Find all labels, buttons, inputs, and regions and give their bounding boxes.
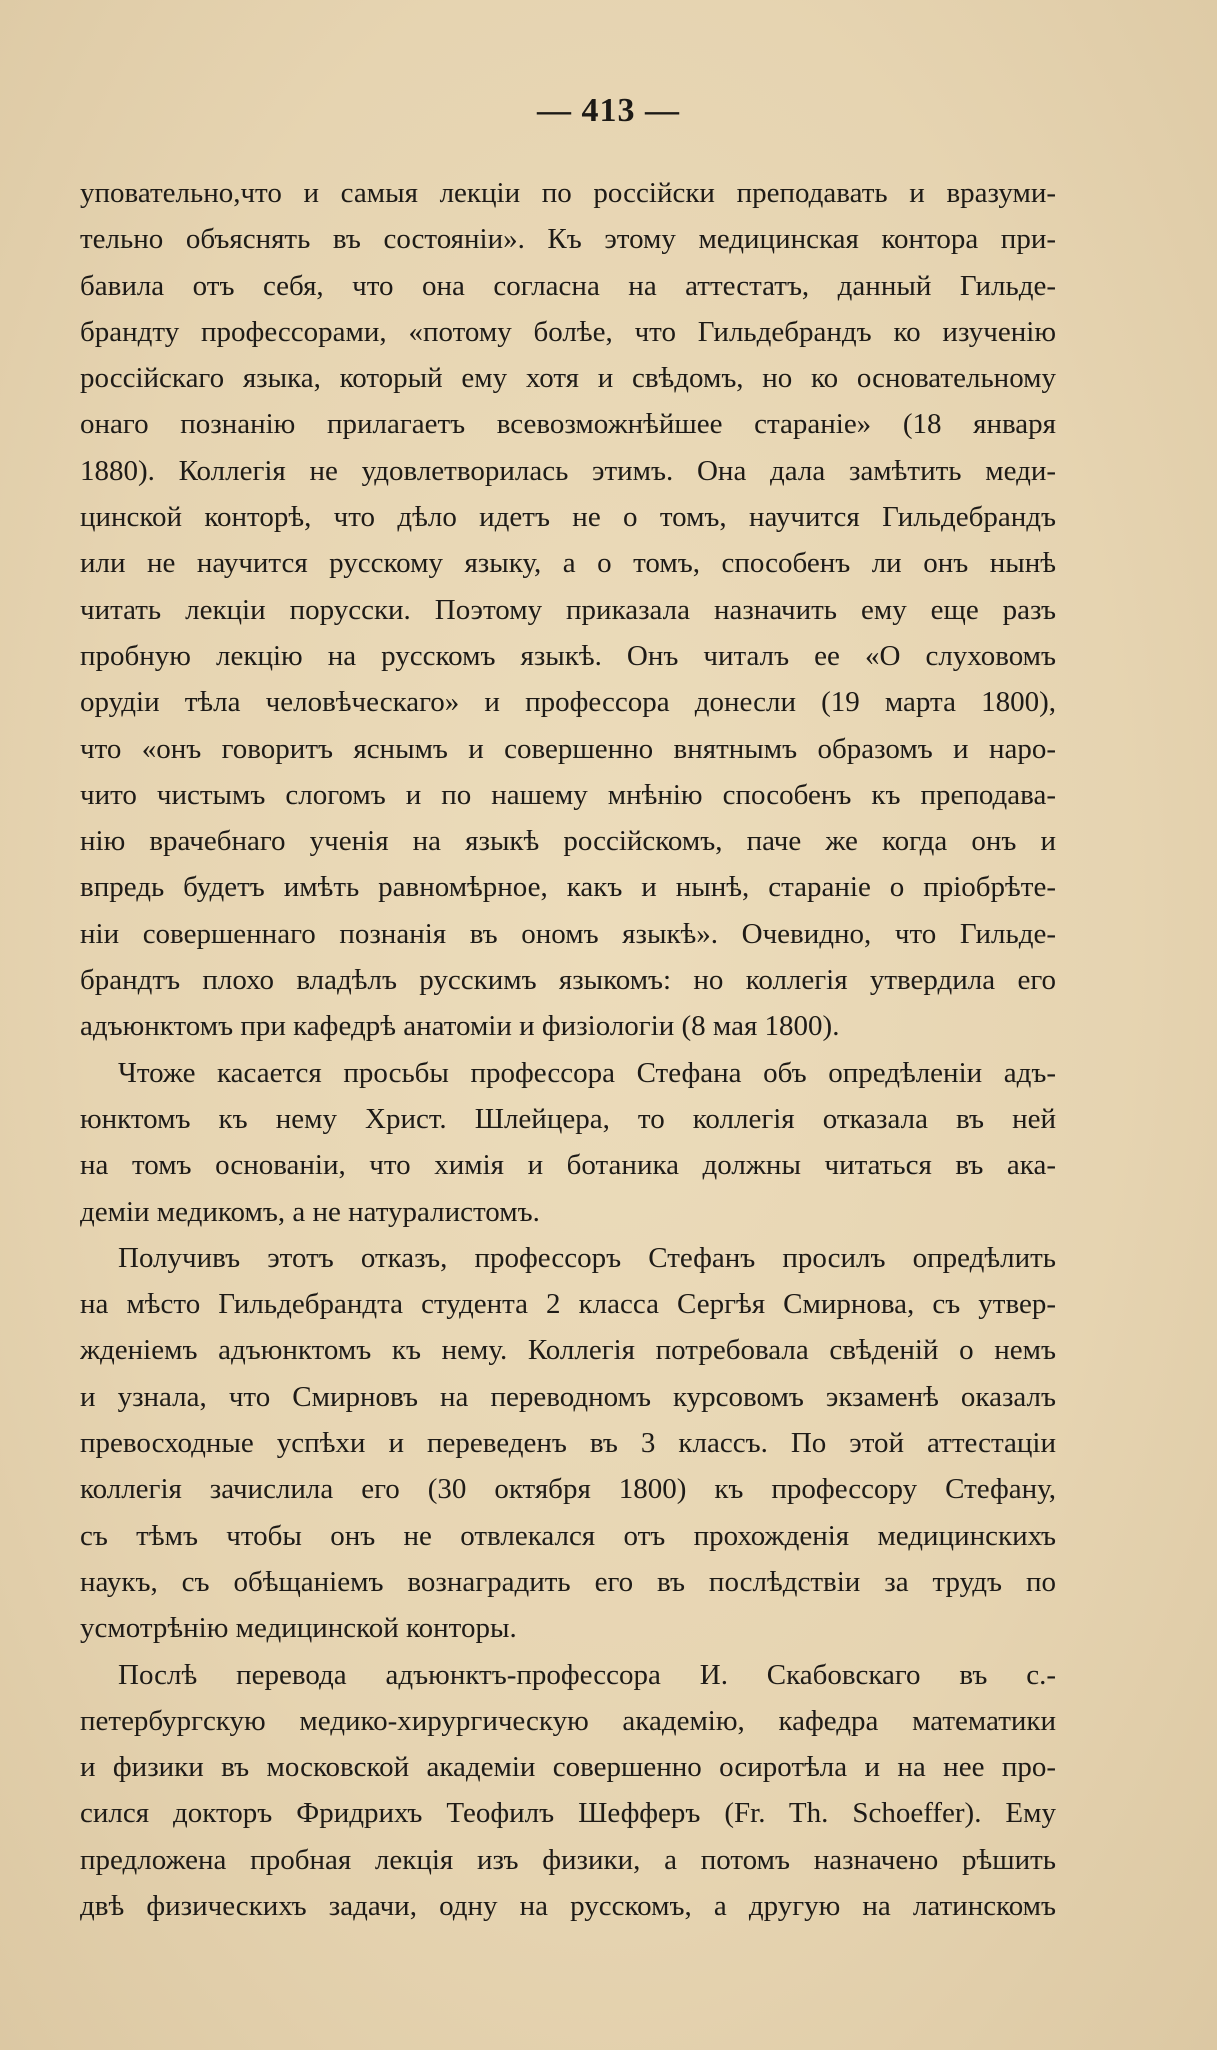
text-line: чито чистымъ слогомъ и по нашему мнѣнію способенъ къ преподава- bbox=[80, 778, 1056, 811]
text-line: пробную лекцію на русскомъ языкѣ. Онъ читалъ ее «О слуховомъ bbox=[80, 639, 1056, 672]
text-line: уповательно,что и самыя лекціи по россійски преподавать и вразуми- bbox=[80, 177, 1056, 209]
text-line: усмотрѣнію медицинской конторы. bbox=[80, 1612, 517, 1645]
text-line: брандту профессорами, «потому болѣе, что Гильдебрандъ ко изученію bbox=[80, 315, 1056, 348]
text-line: наукъ, съ обѣщаніемъ вознаградить его въ послѣдствіи за трудъ по bbox=[80, 1565, 1056, 1598]
text-line: Чтоже касается просьбы профессора Стефана объ опредѣленіи адъ- bbox=[118, 1056, 1056, 1089]
text-line: и физики въ московской академіи совершенно осиротѣла и на нее про- bbox=[80, 1751, 1056, 1784]
text-line: россійскаго языка, который ему хотя и свѣдомъ, но ко основательному bbox=[80, 362, 1056, 395]
text-line: сился докторъ Фридрихъ Теофилъ Шефферъ (Fr. Th. Schoeffer). Ему bbox=[80, 1797, 1056, 1830]
text-line: онаго познанію прилагаетъ всевозможнѣйшее стараніе» (18 января bbox=[80, 408, 1056, 441]
page-number: — 413 — bbox=[537, 92, 680, 129]
text-line: петербургскую медико-хирургическую академію, кафедра математики bbox=[80, 1704, 1056, 1737]
text-line: превосходные успѣхи и переведенъ въ 3 классъ. По этой аттестаціи bbox=[80, 1427, 1056, 1460]
text-line: читать лекціи порусски. Поэтому приказала назначить ему еще разъ bbox=[80, 593, 1056, 626]
body-text bbox=[80, 170, 1056, 1929]
text-line: или не научится русскому языку, а о томъ, способенъ ли онъ нынѣ bbox=[80, 547, 1056, 580]
text-line: нію врачебнаго ученія на языкѣ россійскомъ, паче же когда онъ и bbox=[80, 825, 1056, 858]
text-line: юнктомъ къ нему Христ. Шлейцера, то коллегія отказала въ ней bbox=[80, 1102, 1056, 1135]
text-line: жденіемъ адъюнктомъ къ нему. Коллегія потребовала свѣденій о немъ bbox=[80, 1334, 1056, 1367]
text-line: 1880). Коллегія не удовлетворилась этимъ. Она дала замѣтить меди- bbox=[80, 454, 1056, 487]
text-line: на мѣсто Гильдебрандта студента 2 класса Сергѣя Смирнова, съ утвер- bbox=[80, 1288, 1056, 1321]
text-line: цинской конторѣ, что дѣло идетъ не о томъ, научится Гильдебрандъ bbox=[80, 501, 1056, 534]
text-line: тельно объяснять въ состояніи». Къ этому медицинская контора при- bbox=[80, 223, 1056, 256]
text-line: Получивъ этотъ отказъ, профессоръ Стефанъ просилъ опредѣлить bbox=[118, 1241, 1056, 1274]
text-line: на томъ основаніи, что химія и ботаника должны читаться въ ака- bbox=[80, 1149, 1056, 1182]
text-line: адъюнктомъ при кафедрѣ анатоміи и физіологіи (8 мая 1800). bbox=[80, 1010, 840, 1043]
text-line: деміи медикомъ, а не натуралистомъ. bbox=[80, 1195, 540, 1228]
text-line: брандтъ плохо владѣлъ русскимъ языкомъ: но коллегія утвердила его bbox=[80, 964, 1056, 997]
text-line: и узнала, что Смирновъ на переводномъ курсовомъ экзаменѣ оказалъ bbox=[80, 1380, 1056, 1413]
text-line: ніи совершеннаго познанія въ ономъ языкѣ». Очевидно, что Гильде- bbox=[80, 917, 1056, 950]
text-line: предложена пробная лекція изъ физики, а потомъ назначено рѣшить bbox=[80, 1843, 1056, 1876]
text-line: Послѣ перевода адъюнктъ-профессора И. Скабовскаго въ с.- bbox=[118, 1658, 1056, 1691]
text-line: съ тѣмъ чтобы онъ не отвлекался отъ прохожденія медицинскихъ bbox=[80, 1519, 1056, 1552]
text-line: что «онъ говоритъ яснымъ и совершенно внятнымъ образомъ и наро- bbox=[80, 732, 1056, 765]
text-line: двѣ физическихъ задачи, одну на русскомъ, а другую на латинскомъ bbox=[80, 1889, 1056, 1922]
text-line: орудіи тѣла человѣческаго» и профессора донесли (19 марта 1800), bbox=[80, 686, 1056, 719]
text-line: впредь будетъ имѣть равномѣрное, какъ и нынѣ, стараніе о пріобрѣте- bbox=[80, 871, 1056, 904]
text-line: коллегія зачислила его (30 октября 1800) къ профессору Стефану, bbox=[80, 1473, 1056, 1506]
text-line: бавила отъ себя, что она согласна на аттестатъ, данный Гильде- bbox=[80, 269, 1056, 302]
